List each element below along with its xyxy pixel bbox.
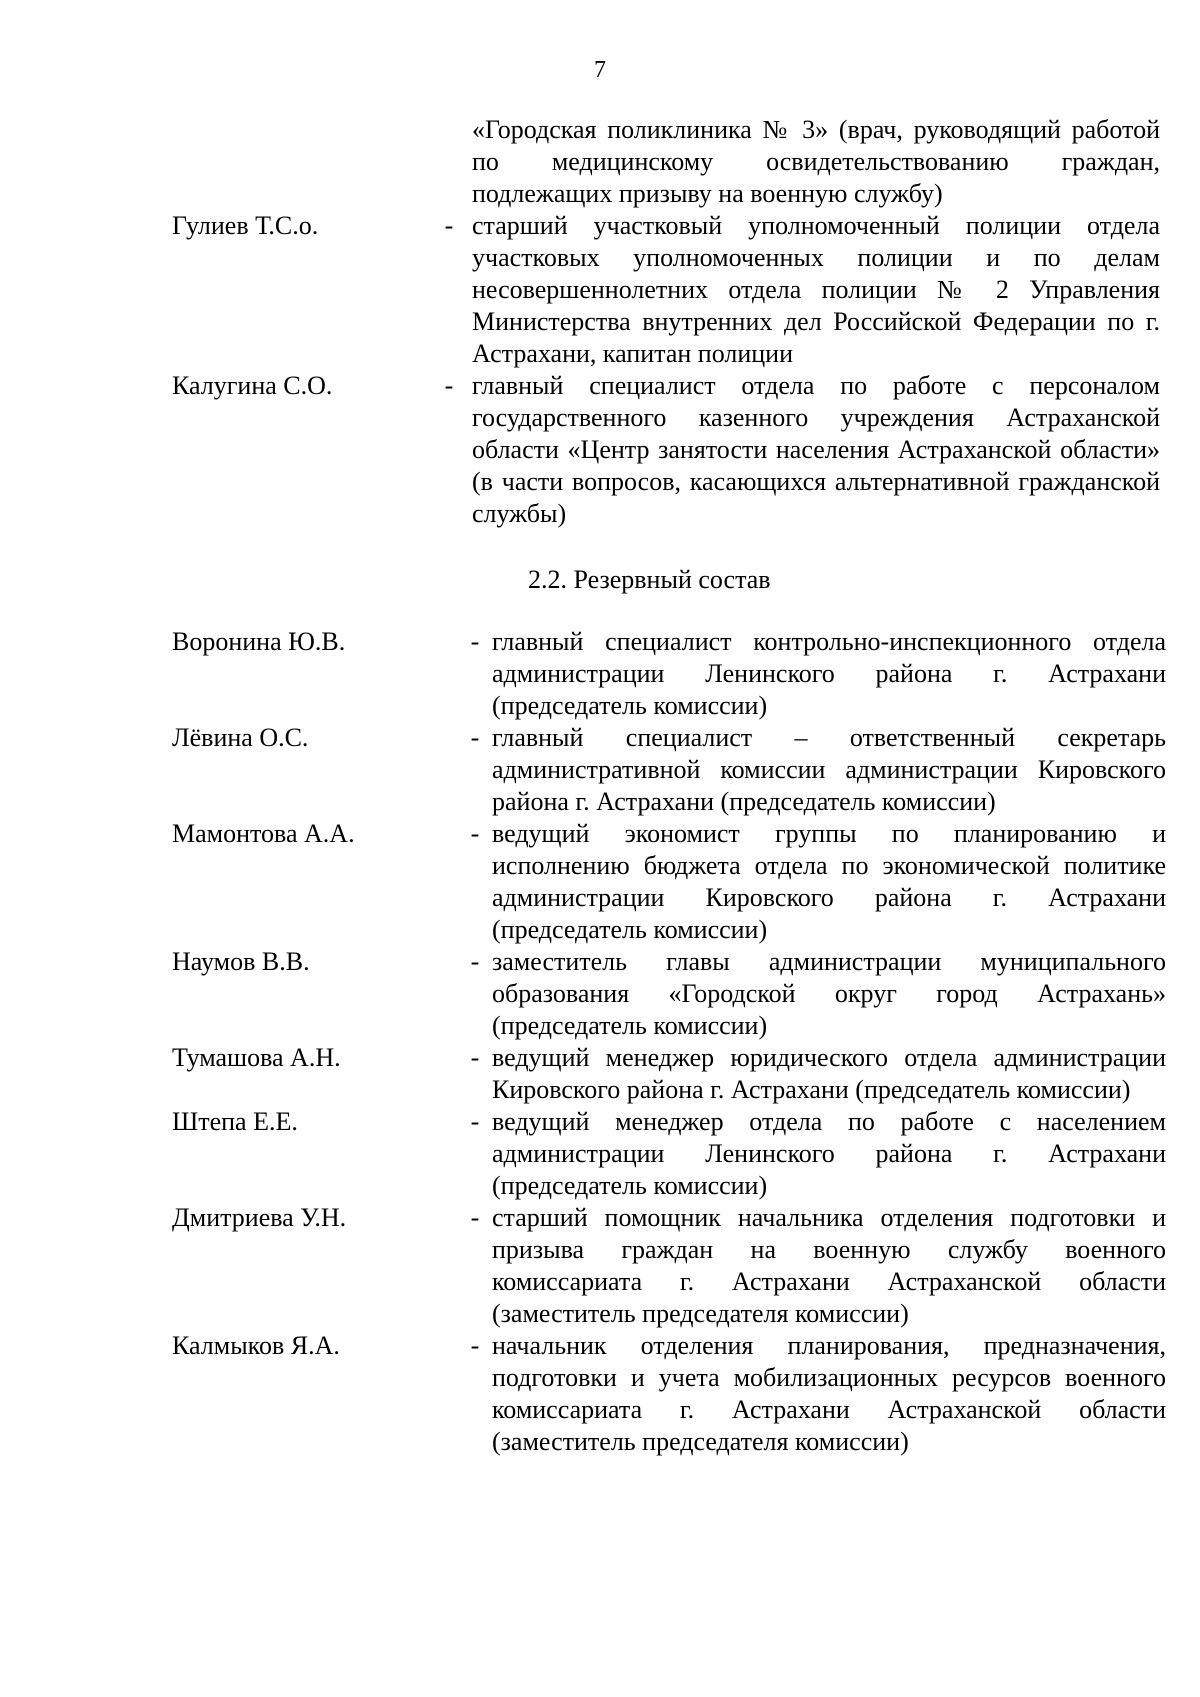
reserve-composition-list: [172, 626, 1166, 1458]
member-name: Дмитриева У.Н.: [172, 1203, 347, 1232]
member-row: [172, 1106, 1166, 1202]
member-dash: -: [470, 723, 480, 752]
member-name: Тумашова А.Н.: [172, 1043, 341, 1072]
member-description: старший помощник начальника отделения подготовки и призыва граждан на военную службу военного комиссариата г. Астрахани Астраханской области (заместитель председателя комиссии): [492, 1203, 1166, 1328]
member-row: [172, 722, 1166, 818]
member-dash: -: [470, 947, 480, 976]
member-name: Воронина Ю.В.: [172, 627, 346, 656]
member-name: Мамонтова А.А.: [172, 819, 355, 848]
member-name: Калмыков Я.А.: [172, 1331, 340, 1360]
member-row: [172, 370, 1160, 530]
member-name: Наумов В.В.: [172, 947, 310, 976]
member-dash: -: [444, 211, 454, 240]
member-row: [172, 1202, 1166, 1330]
member-dash: -: [470, 627, 480, 656]
member-description: ведущий экономист группы по планированию и исполнению бюджета отдела по экономической политике администрации Кировского района г. Астрахани (председатель комиссии): [492, 819, 1166, 944]
member-row: [172, 1330, 1166, 1458]
continuation-text: «Городская поликлиника № 3» (врач, руководящий работой по медицинскому освидетельствованию граждан, подлежащих призыву на военную службу): [472, 115, 1160, 208]
member-dash: -: [470, 1107, 480, 1136]
member-name: Гулиев Т.С.о.: [172, 211, 319, 240]
member-row: [172, 210, 1160, 370]
member-name: Калугина С.О.: [172, 371, 333, 400]
member-description: главный специалист контрольно-инспекционного отдела администрации Ленинского района г. Астрахани (председатель комиссии): [492, 627, 1166, 720]
member-row: [172, 818, 1166, 946]
member-dash: -: [470, 1043, 480, 1072]
member-description: старший участковый уполномоченный полиции отдела участковых уполномоченных полиции и по делам несовершеннолетних отдела полиции № 2 Управления Министерства внутренних дел Российской Федерации по г. Астрахани, капитан полиции: [472, 211, 1160, 368]
member-description: главный специалист отдела по работе с персоналом государственного казенного учреждения Астраханской области «Центр занятости населения Астраханской области» (в части вопросов, касающихся альтернативной гражданской службы): [472, 371, 1160, 528]
member-row: [172, 626, 1166, 722]
member-dash: -: [470, 819, 480, 848]
member-name: Штепа Е.Е.: [172, 1107, 298, 1136]
member-description: начальник отделения планирования, предназначения, подготовки и учета мобилизационных ресурсов военного комиссариата г. Астрахани Астраханской области (заместитель председателя комиссии): [492, 1331, 1166, 1456]
member-row: [172, 1042, 1166, 1106]
member-description: заместитель главы администрации муниципального образования «Городской округ город Астрахань» (председатель комиссии): [492, 947, 1166, 1040]
member-dash: -: [470, 1331, 480, 1360]
reserve-composition-heading: 2.2. Резервный состав: [528, 565, 771, 594]
member-description: ведущий менеджер отдела по работе с населением администрации Ленинского района г. Астрахани (председатель комиссии): [492, 1107, 1166, 1200]
member-row: [172, 946, 1166, 1042]
main-composition-list: [172, 114, 1160, 530]
member-description: ведущий менеджер юридического отдела администрации Кировского района г. Астрахани (председатель комиссии): [492, 1043, 1166, 1104]
member-dash: -: [444, 371, 454, 400]
member-name: Лёвина О.С.: [172, 723, 309, 752]
member-dash: -: [470, 1203, 480, 1232]
page-number: 7: [594, 57, 606, 83]
member-description: главный специалист – ответственный секретарь административной комиссии администрации Кировского района г. Астрахани (председатель комиссии): [492, 723, 1166, 816]
